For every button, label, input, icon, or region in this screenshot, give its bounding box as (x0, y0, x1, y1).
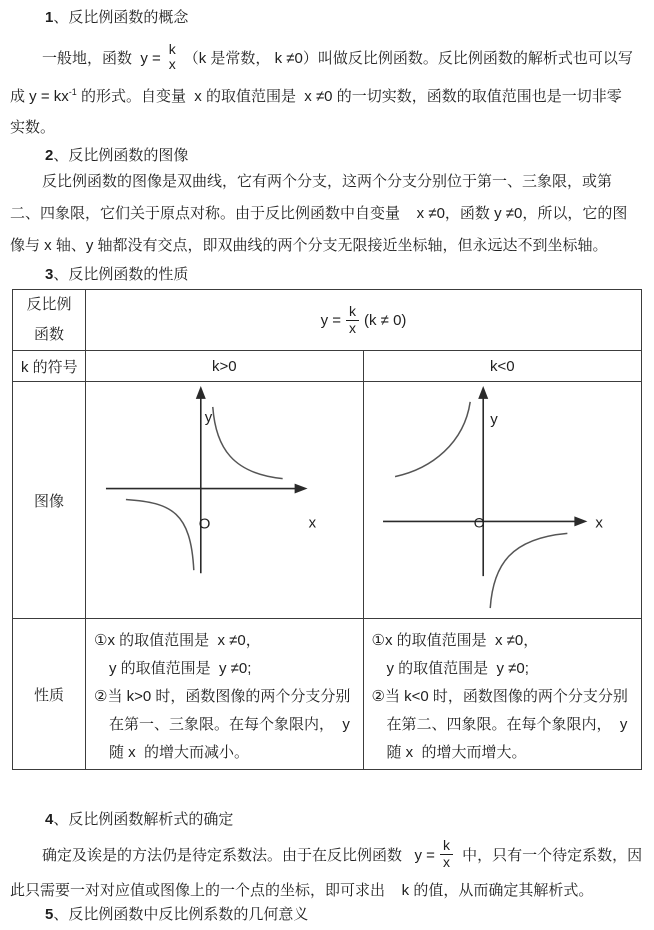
heading-number: 5 (45, 906, 54, 923)
property-line: ①x 的取值范围是 x ≠0， (371, 632, 539, 649)
x-axis-label: x (308, 514, 317, 532)
property-line: y 的取值范围是 y ≠0; (371, 660, 529, 677)
heading-number: 1 (45, 9, 54, 26)
heading-text: 、反比例函数的概念 (53, 9, 189, 26)
x-axis-label: x (594, 514, 603, 532)
paragraph-1-line-3: 实数。 (10, 119, 56, 136)
heading-text: 、反比例函数的性质 (53, 266, 189, 283)
branch-quadrant-1 (213, 407, 283, 479)
paragraph-2-line-3: 像与 x 轴、y 轴都没有交点，即双曲线的两个分支无限接近坐标轴，但永远达不到坐标轴。 (10, 237, 608, 254)
cell-properties-label: 性质 (13, 619, 86, 769)
cell-k-positive: k>0 (86, 351, 364, 382)
x-axis-arrow-icon (295, 484, 308, 494)
section-2-heading (45, 146, 188, 166)
heading-number: 2 (45, 147, 54, 164)
paragraph-2-line-1: 反比例函数的图像是双曲线，它有两个分支，这两个分支分别位于第一、三象限，或第 (42, 173, 613, 190)
exponent: -1 (68, 87, 77, 97)
x-axis-arrow-icon (574, 516, 587, 526)
paragraph-1-line-2 (10, 87, 622, 107)
fraction-numerator: k (440, 838, 453, 854)
text-run: 中，只有一个待定系数，因 (457, 846, 643, 864)
hyperbola-quadrant-2-4-graph (364, 382, 642, 618)
formula (321, 304, 407, 336)
branch-quadrant-2 (395, 402, 470, 477)
property-line: ②当 k>0 时，函数图像的两个分支分别 (94, 688, 351, 705)
paragraph-2-line-2: 二、四象限，它们关于原点对称。由于反比例函数中自变量 x ≠0，函数 y ≠0，所以，它的图 (10, 205, 628, 222)
text-run: （k 是常数， k ≠0）叫做反比例函数。反比例函数的解析式也可以写 (183, 49, 633, 67)
y-axis-arrow-icon (478, 386, 488, 399)
section-3-heading (45, 265, 188, 285)
y-axis-label: y (489, 410, 498, 428)
property-line: ②当 k<0 时，函数图像的两个分支分别 (371, 688, 628, 705)
text-run: 一般地，函数 y = (42, 49, 161, 67)
text-run: 成 y = kx (10, 88, 69, 105)
cell-k-negative: k<0 (364, 351, 642, 382)
cell-function-formula (86, 290, 641, 351)
heading-number: 3 (45, 266, 54, 283)
property-line: 在第二、四象限。在每个象限内， y (371, 716, 628, 733)
graph-k-negative (364, 382, 642, 619)
formula-condition: (k ≠ 0) (364, 311, 407, 329)
section-5-heading (45, 905, 308, 925)
property-line: ①x 的取值范围是 x ≠0， (94, 632, 261, 649)
function-label: 反比例 函数 (26, 296, 72, 343)
text-run: 的形式。自变量 x 的取值范围是 x ≠0 的一切实数，函数的取值范围也是一切非零 (76, 88, 622, 105)
paragraph-4-line-1 (42, 833, 642, 875)
heading-text: 、反比例函数中反比例系数的几何意义 (53, 906, 309, 923)
hyperbola-quadrant-1-3-graph (86, 382, 363, 618)
paragraph-4-line-2: 此只需要一对对应值或图像上的一个点的坐标，即可求出 k 的值，从而确定其解析式。 (10, 882, 594, 899)
fraction-k-over-x (166, 42, 179, 73)
cell-graph-label: 图像 (13, 382, 86, 619)
text-run: 确定及诶是的方法仍是待定系数法。由于在反比例函数 y = (42, 846, 435, 864)
heading-text: 、反比例函数解析式的确定 (53, 811, 234, 828)
section-1-heading (45, 8, 188, 28)
heading-number: 4 (45, 811, 54, 828)
heading-text: 、反比例函数的图像 (53, 147, 189, 164)
branch-quadrant-3 (126, 500, 194, 571)
branch-quadrant-4 (490, 533, 567, 608)
fraction-k-over-x (346, 304, 359, 336)
paragraph-1-line-1 (42, 36, 633, 78)
y-axis-label: y (204, 408, 213, 426)
fraction-k-over-x (440, 838, 453, 870)
y-axis-arrow-icon (196, 386, 206, 399)
fraction-numerator: k (346, 304, 359, 320)
fraction-numerator: k (168, 40, 176, 57)
property-line: 在第一、三象限。在每个象限内， y (94, 716, 350, 733)
property-line: 随 x 的增大而减小。 (94, 744, 250, 761)
fraction-denominator: x (442, 853, 450, 870)
property-line: 随 x 的增大而增大。 (371, 744, 527, 761)
property-line: y 的取值范围是 y ≠0; (94, 660, 252, 677)
properties-k-positive (86, 619, 364, 769)
graph-k-positive (86, 382, 364, 619)
formula-lhs: y = (320, 311, 342, 329)
fraction-denominator: x (168, 56, 176, 72)
fraction-denominator: x (349, 319, 357, 336)
properties-table (12, 289, 642, 770)
origin-label: O (473, 514, 485, 531)
properties-k-negative (364, 619, 642, 769)
cell-k-sign-label: k 的符号 (13, 351, 86, 382)
cell-function-label (13, 290, 86, 351)
origin-label: O (198, 515, 211, 533)
section-4-heading (45, 810, 233, 830)
